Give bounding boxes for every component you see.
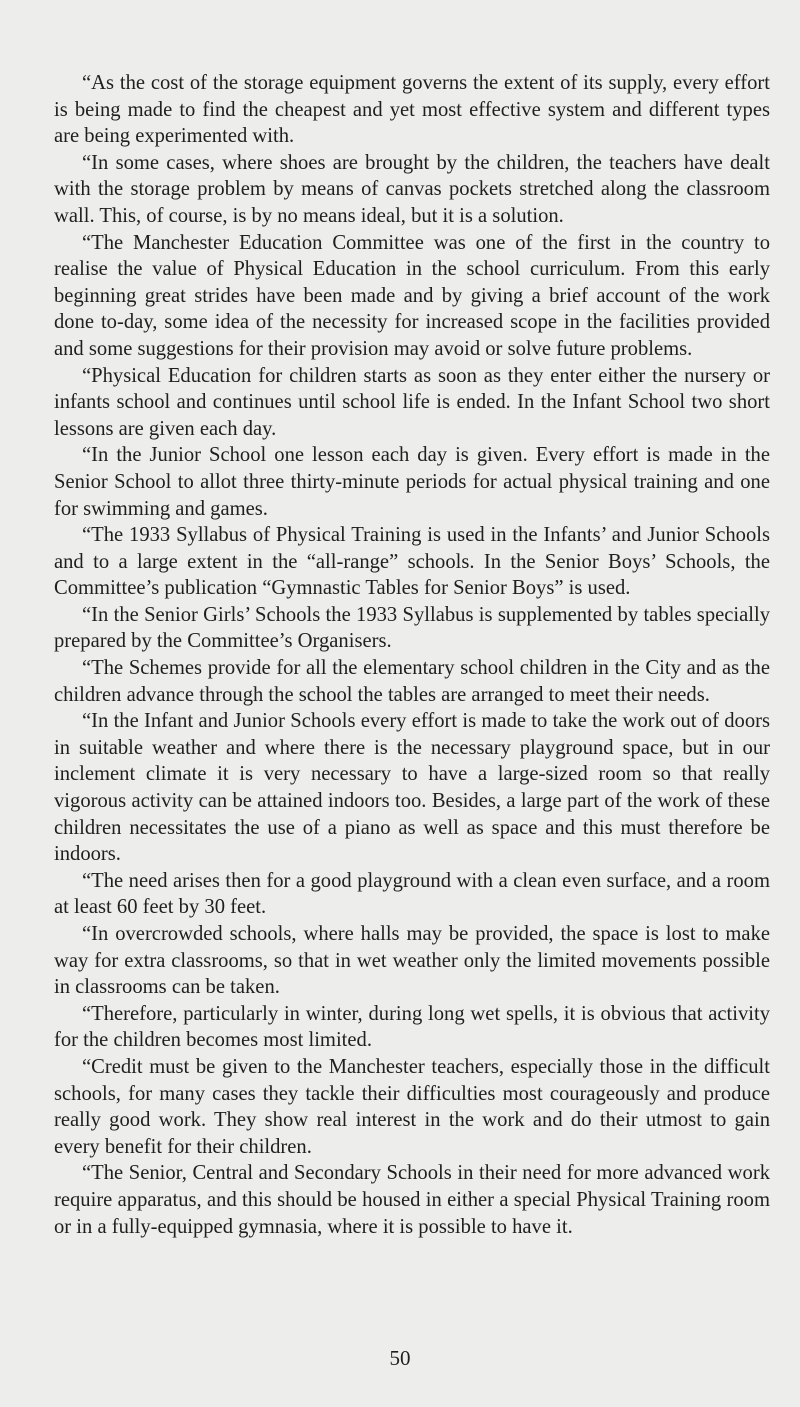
paragraph-playground-need: “The need arises then for a good playground with a clean even surface, and a room at least 60 feet by 30 feet. bbox=[54, 869, 770, 919]
paragraph-winter-limits: “Therefore, particularly in winter, during long wet spells, it is obvious that activity for the children becomes most limited. bbox=[54, 1002, 770, 1052]
paragraph-1933-syllabus: “The 1933 Syllabus of Physical Training is used in the Infants’ and Junior Schools and to a large extent in the “all-range” schools. In the Senior Boys’ Schools, the Committee’s publication “Gymnastic Tables for Senior Boys” is used. bbox=[54, 524, 770, 600]
paragraph-schemes: “The Schemes provide for all the elementary school children in the City and as the children advance through the school the tables are arranged to meet their needs. bbox=[54, 657, 770, 706]
paragraph-infant-junior-outdoors: “In the Infant and Junior Schools every effort is made to take the work out of doors in suitable weather and where there is the necessary playground space, but in our inclement climate it is very necessary to have a large-sized room so that really vigorous activity can be attained indoors too. Besides, a large part of the work of these children necessitates the use of a piano as well as space and this must therefore be indoors. bbox=[54, 710, 770, 866]
page-body bbox=[54, 70, 770, 1240]
paragraph-overcrowded-schools: “In overcrowded schools, where halls may be provided, the space is lost to make way for extra classrooms, so that in wet weather only the limited movements possible in classrooms can be taken. bbox=[54, 923, 770, 999]
paragraph-credit-teachers: “Credit must be given to the Manchester teachers, especially those in the difficult schools, for many cases they tackle their difficulties most courageously and produce really good work. They show real interest in the work and do their utmost to gain every benefit for their children. bbox=[54, 1055, 770, 1158]
paragraph-canvas-pockets: “In some cases, where shoes are brought by the children, the teachers have dealt with the storage problem by means of canvas pockets stretched along the classroom wall. This, of course, is by no means ideal, but it is a solution. bbox=[54, 151, 770, 227]
paragraph-manchester-committee: “The Manchester Education Committee was one of the first in the country to realise the value of Physical Education in the school curriculum. From this early beginning great strides have been made and by giving a brief account of the work done to-day, some idea of the necessity for increased scope in the facilities provided and some suggestions for their provision may avoid or solve future problems. bbox=[54, 231, 770, 360]
paragraph-senior-apparatus: “The Senior, Central and Secondary Schools in their need for more advanced work require apparatus, and this should be housed in either a special Physical Training room or in a fully-equipped gymnasia, where it is possible to have it. bbox=[54, 1162, 770, 1238]
paragraph-storage-equipment: “As the cost of the storage equipment governs the extent of its supply, every effort is being made to find the cheapest and yet most effective system and different types are being experimented with. bbox=[54, 72, 770, 148]
paragraph-junior-school: “In the Junior School one lesson each day is given. Every effort is made in the Senior School to allot three thirty-minute periods for actual physical training and one for swimming and games. bbox=[54, 444, 770, 520]
page-number: 50 bbox=[389, 1346, 411, 1370]
paragraph-senior-girls: “In the Senior Girls’ Schools the 1933 Syllabus is supplemented by tables specially prepared by the Committee’s Organisers. bbox=[54, 603, 770, 653]
paragraph-physical-education-start: “Physical Education for children starts as soon as they enter either the nursery or infants school and continues until school life is ended. In the Infant School two short lessons are given each day. bbox=[54, 364, 770, 440]
